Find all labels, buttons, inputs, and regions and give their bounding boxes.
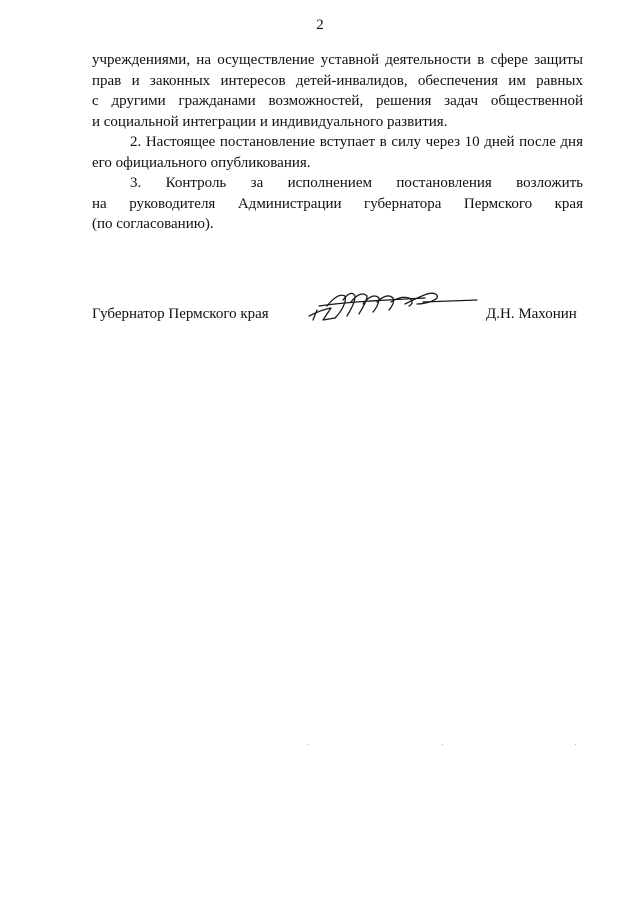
- paragraph-3-line: 3. Контроль за исполнением постановления возложить: [130, 175, 583, 191]
- scan-dot: [442, 744, 443, 745]
- signatory-name: Д.Н. Махонин: [486, 306, 577, 322]
- page-number: 2: [316, 17, 324, 33]
- paragraph-1: [92, 50, 583, 132]
- paragraph-2: [92, 132, 583, 173]
- scan-dot: [575, 744, 576, 745]
- handwritten-signature-icon: [305, 282, 485, 332]
- paragraph-1-line: учреждениями, на осуществление уставной деятельности в сфере защиты: [92, 52, 583, 68]
- paragraph-1-line: с другими гражданами возможностей, решения задач общественной: [92, 93, 583, 109]
- scan-dot: [308, 744, 309, 745]
- paragraph-2-line: 2. Настоящее постановление вступает в силу через 10 дней после дня: [130, 134, 583, 150]
- signatory-title: Губернатор Пермского края: [92, 306, 269, 322]
- paragraph-3: [92, 173, 583, 235]
- paragraph-1-line: и социальной интеграции и индивидуального развития.: [92, 113, 448, 130]
- paragraph-1-line: прав и законных интересов детей-инвалидов, обеспечения им равных: [92, 72, 583, 89]
- paragraph-3-line: (по согласованию).: [92, 216, 214, 232]
- paragraph-3-line: на руководителя Администрации губернатора Пермского края: [92, 195, 583, 212]
- paragraph-2-line: его официального опубликования.: [92, 154, 311, 171]
